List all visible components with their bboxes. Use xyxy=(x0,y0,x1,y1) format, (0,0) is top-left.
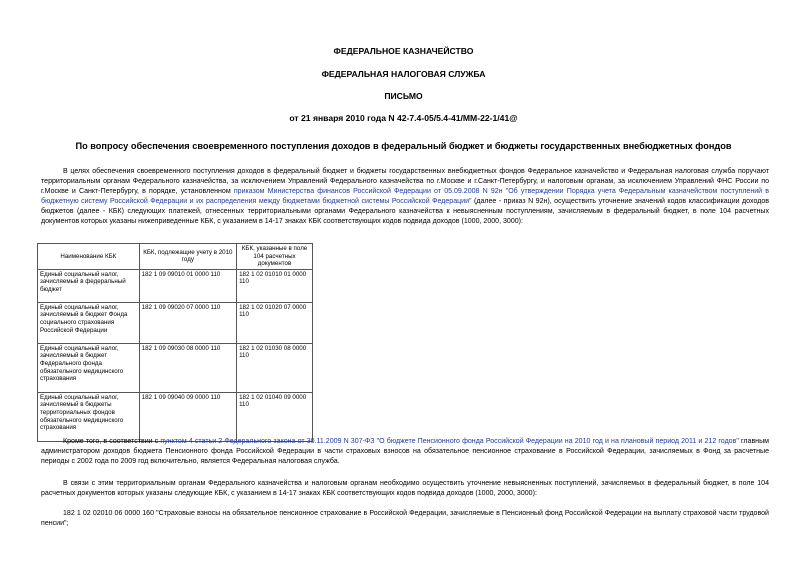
header-org-treasury: ФЕДЕРАЛЬНОЕ КАЗНАЧЕЙСТВО xyxy=(333,46,474,56)
table-row xyxy=(38,392,313,441)
link-order-92n[interactable]: приказом Министерства финансов Российской Федерации от 05.09.2008 N 92н "Об утверждении Порядка учета Федеральным казначейством поступлений в бюджетную систему Российской Федерации и их распределения между бюджетами бюджетной системы Российской Федерации" xyxy=(41,187,770,205)
paragraph-1 xyxy=(41,167,769,226)
letter-subject: По вопросу обеспечения своевременного поступления доходов в федеральный бюджет и бюджеты государственных внебюджетных фондов xyxy=(75,141,732,151)
table-header-kbk-field104: КБК, указанные в поле 104 расчетных документов xyxy=(237,244,313,270)
paragraph-2 xyxy=(41,437,769,467)
table-cell-kbk-2010: 182 1 09 09030 08 0000 110 xyxy=(139,343,236,392)
link-law-307fz[interactable]: пунктом 4 статьи 2 Федерального закона от 30.11.2009 N 307-ФЗ "О бюджете Пенсионного фонда Российской Федерации на 2010 год и на плановый период 2011 и 212 годов" xyxy=(160,438,739,445)
header-org-tax: ФЕДЕРАЛЬНАЯ НАЛОГОВАЯ СЛУЖБА xyxy=(321,69,486,79)
table-cell-name: Единый социальный налог, зачисляемый в бюджет Федерального фонда обязательного медицинского страхования xyxy=(38,343,140,392)
kbk-table xyxy=(37,243,313,442)
table-header-row xyxy=(38,244,313,270)
header-doc-ref: от 21 января 2010 года N 42-7.4-05/5.4-41/ММ-22-1/41@ xyxy=(289,113,518,123)
table-header-kbk-2010: КБК, подлежащие учету в 2010 году xyxy=(139,244,236,270)
table-cell-name: Единый социальный налог, зачисляемый в бюджеты территориальных фондов обязательного медицинского страхования xyxy=(38,392,140,441)
table-cell-kbk-2010: 182 1 09 09020 07 0000 110 xyxy=(139,302,236,343)
table-cell-kbk-field104: 182 1 02 01010 01 0000 110 xyxy=(237,269,313,302)
table-cell-kbk-field104: 182 1 02 01040 09 0000 110 xyxy=(237,392,313,441)
paragraph-4: 182 1 02 02010 06 0000 160 "Страховые взносы на обязательное пенсионное страхование в Российской Федерации, зачисляемые в Пенсионный фонд Российской Федерации на выплату страховой части трудовой пенсии"; xyxy=(41,510,769,527)
table-row xyxy=(38,269,313,302)
header-doc-type: ПИСЬМО xyxy=(384,91,423,101)
table-cell-kbk-2010: 182 1 09 09010 01 0000 110 xyxy=(139,269,236,302)
table-cell-kbk-field104: 182 1 02 01020 07 0000 110 xyxy=(237,302,313,343)
paragraph-3: В связи с этим территориальным органам Федерального казначейства и налоговым органам необходимо осуществить уточнение невыясненных поступлений, зачисляемых в федеральный бюджет, в поле 104 расчетных документов которых указаны следующие КБК, с указанием в 14-17 знаках КБК соответствующих кодов подвида доходов (1000, 2000, 3000): xyxy=(41,480,769,497)
table-cell-name: Единый социальный налог, зачисляемый в бюджет Фонда социального страхования Российской Федерации xyxy=(38,302,140,343)
table-row xyxy=(38,343,313,392)
paragraph-2-text-a: Кроме того, в соответствии с xyxy=(63,438,161,445)
paragraph-2-text-b: главным администратором доходов бюджета Пенсионного фонда Российской Федерации в части страховых взносов на обязательное пенсионное страхование в Российской Федерации, зачисляемых в Фонд за расчетные периоды с 2002 года по 2009 год включительно, является Федеральная налоговая служба. xyxy=(41,438,769,465)
table-header-name: Наименование КБК xyxy=(38,244,140,270)
table-cell-kbk-field104: 182 1 02 01030 08 0000 110 xyxy=(237,343,313,392)
paragraph-1-text-b: (далее - приказ N 92н), осуществить уточнение значений кодов классификации доходов бюджетов (далее - КБК) следующих платежей, отнесенных территориальными органами Федерального казначейства к невыясненным поступлениям, зачисляемым в федеральный бюджет, в поле 104 расчетных документов которых указаны нижеприведенные КБК, с указанием в 14-17 знаках КБК соответствующих кодов подвида доходов (1000, 2000, 3000): xyxy=(41,197,769,225)
table-cell-kbk-2010: 182 1 09 09040 09 0000 110 xyxy=(139,392,236,441)
table-row xyxy=(38,302,313,343)
table-cell-name: Единый социальный налог, зачисляемый в федеральный бюджет xyxy=(38,269,140,302)
paragraph-1-text-a: В целях обеспечения своевременного поступления доходов в федеральный бюджет и бюджеты государственных внебюджетных фондов Федеральное казначейство и Федеральная налоговая служба поручают территориальным органам Федерального казначейства, за исключением Управлений Федерального казначейства по г.Москве и г.Санкт-Петербургу, и налоговым органам, за исключением Управлений ФНС России по г.Москве и Санкт-Петербургу, в порядке, установленном xyxy=(41,168,769,195)
